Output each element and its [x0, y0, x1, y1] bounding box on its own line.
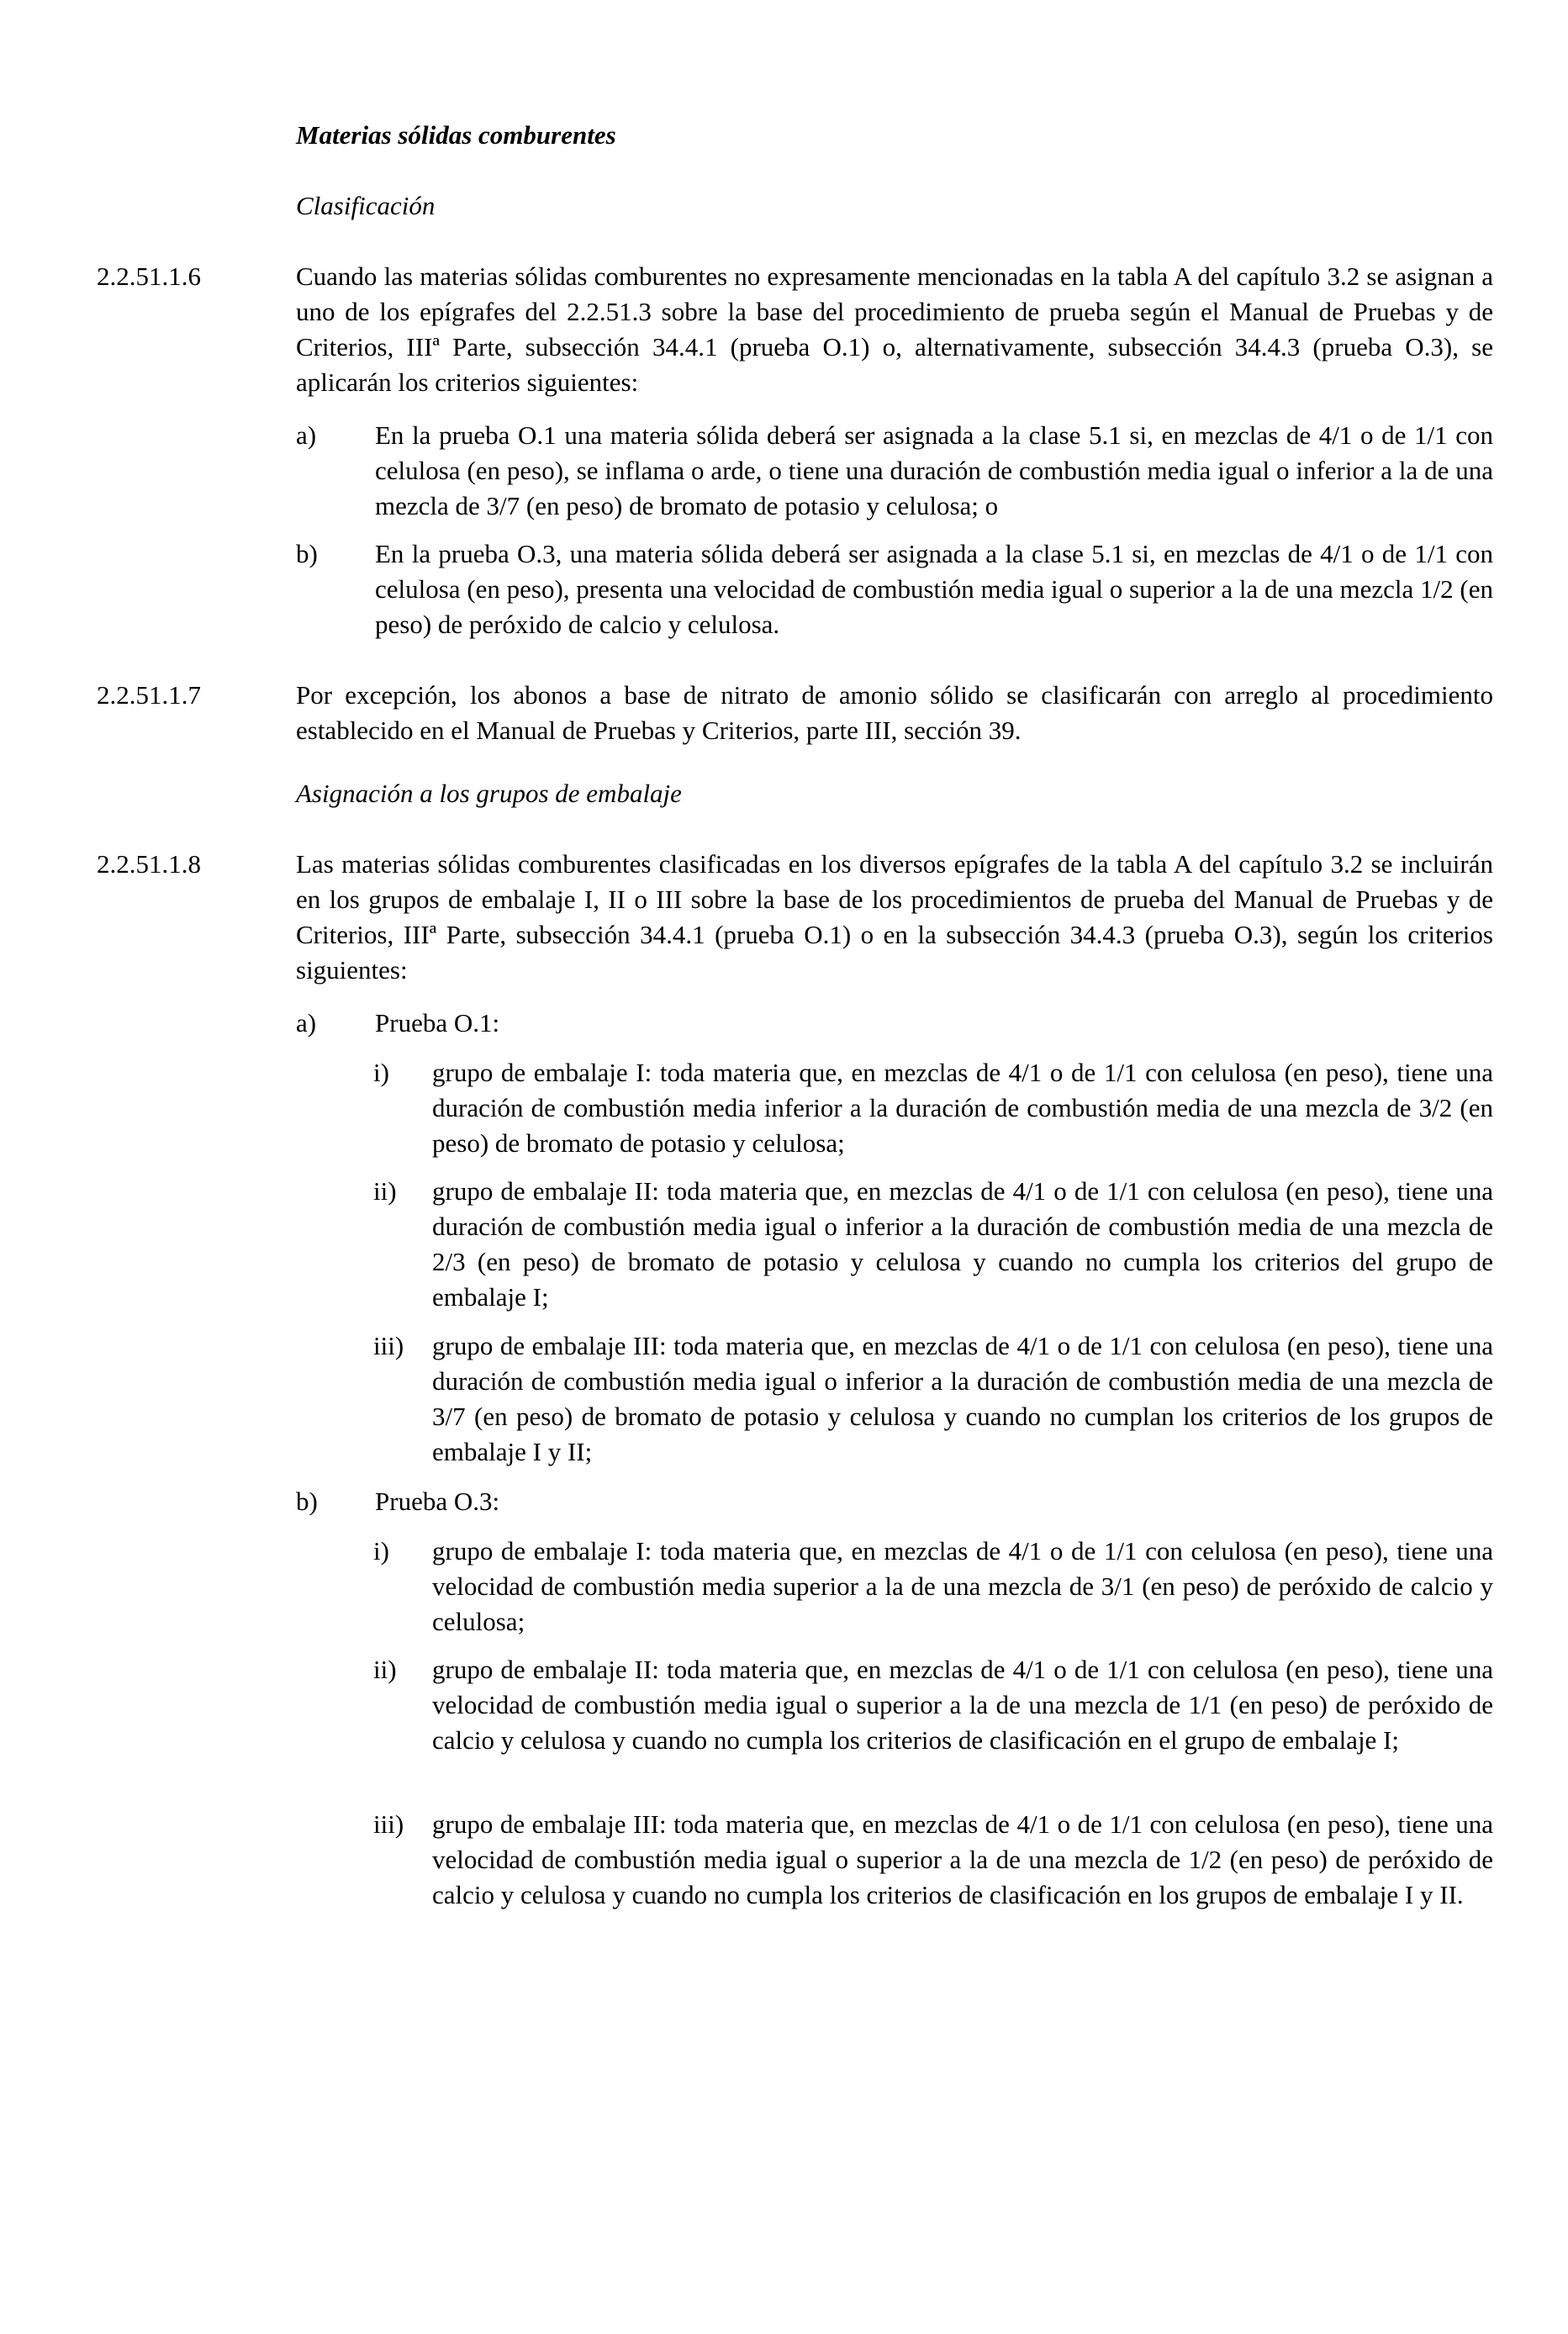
sub-item-label: i)	[373, 1058, 389, 1087]
paragraph-text: Cuando las materias sólidas comburentes no expresamente mencionadas en la tabla A del capítulo 3.2 se asignan a uno de los epígrafes del 2.2.51.3 sobre la base del procedimiento de prueba según el Manual de Pruebas y de Criterios, IIIª Parte, subsección 34.4.1 (prueba O.1) o, alternativamente, subsección 34.4.3 (prueba O.3), se aplicarán los criterios siguientes:	[296, 261, 1493, 397]
sub-item-text: grupo de embalaje II: toda materia que, en mezclas de 4/1 o de 1/1 con celulosa (en peso), tiene una velocidad de combustión media igual o superior a la de una mezcla de 1/1 (en peso) de peróxido de calcio y celulosa y cuando no cumpla los criterios de clasificación en el grupo de embalaje I;	[432, 1655, 1493, 1755]
sub-item-text: grupo de embalaje I: toda materia que, en mezclas de 4/1 o de 1/1 con celulosa (en peso), tiene una velocidad de combustión media superior a la de una mezcla de 3/1 (en peso) de peróxido de calcio y celulosa;	[432, 1536, 1493, 1636]
sub-item-text: grupo de embalaje III: toda materia que, en mezclas de 4/1 o de 1/1 con celulosa (en peso), tiene una velocidad de combustión media igual o superior a la de una mezcla de 1/2 (en peso) de peróxido de calcio y celulosa y cuando no cumpla los criterios de clasificación en los grupos de embalaje I y II.	[432, 1809, 1493, 1909]
list-item-label: b)	[296, 539, 318, 568]
subsection-heading-classification: Clasificación	[296, 191, 436, 220]
sub-item-text: grupo de embalaje II: toda materia que, en mezclas de 4/1 o de 1/1 con celulosa (en peso), tiene una duración de combustión media igual o inferior a la duración de combustión media de una mezcla de 2/3 (en peso) de bromato de potasio y celulosa y cuando no cumpla los criterios del grupo de embalaje I;	[432, 1176, 1493, 1312]
list-item-text: En la prueba O.1 una materia sólida deberá ser asignada a la clase 5.1 si, en mezclas de 4/1 o de 1/1 con celulosa (en peso), se inflama o arde, o tiene una duración de combustión media igual o inferior a la de una mezcla de 3/7 (en peso) de bromato de potasio y celulosa; o	[375, 420, 1493, 520]
section-heading: Materias sólidas comburentes	[296, 120, 616, 150]
paragraph-text: Por excepción, los abonos a base de nitrato de amonio sólido se clasificarán con arreglo al procedimiento establecido en el Manual de Pruebas y Criterios, parte III, sección 39.	[296, 680, 1493, 745]
sub-item-label: iii)	[373, 1331, 404, 1360]
sub-item-text: grupo de embalaje III: toda materia que, en mezclas de 4/1 o de 1/1 con celulosa (en peso), tiene una duración de combustión media igual o inferior a la duración de combustión media de una mezcla de 3/7 (en peso) de bromato de potasio y celulosa y cuando no cumplan los criterios de los grupos de embalaje I y II;	[432, 1331, 1493, 1466]
paragraph-number: 2.2.51.1.7	[97, 680, 201, 710]
paragraph-number: 2.2.51.1.8	[97, 849, 201, 879]
list-item-label: a)	[296, 1008, 317, 1038]
sub-item-label: ii)	[373, 1176, 397, 1206]
paragraph-number: 2.2.51.1.6	[97, 261, 201, 291]
sub-item-label: iii)	[373, 1809, 404, 1839]
paragraph-text: Las materias sólidas comburentes clasificadas en los diversos epígrafes de la tabla A del capítulo 3.2 se incluirán en los grupos de embalaje I, II o III sobre la base de los procedimientos de prueba del Manual de Pruebas y de Criterios, IIIª Parte, subsección 34.4.1 (prueba O.1) o en la subsección 34.4.3 (prueba O.3), según los criterios siguientes:	[296, 849, 1493, 985]
list-item-text: Prueba O.3:	[375, 1486, 500, 1516]
list-item-text: En la prueba O.3, una materia sólida deberá ser asignada a la clase 5.1 si, en mezclas de 4/1 o de 1/1 con celulosa (en peso), presenta una velocidad de combustión media igual o superior a la de una mezcla 1/2 (en peso) de peróxido de calcio y celulosa.	[375, 539, 1493, 639]
list-item-label: b)	[296, 1486, 318, 1516]
list-item-label: a)	[296, 420, 317, 450]
sub-item-label: ii)	[373, 1655, 397, 1684]
sub-item-text: grupo de embalaje I: toda materia que, en mezclas de 4/1 o de 1/1 con celulosa (en peso), tiene una duración de combustión media inferior a la duración de combustión media de una mezcla de 3/2 (en peso) de bromato de potasio y celulosa;	[432, 1058, 1493, 1158]
list-item-text: Prueba O.1:	[375, 1008, 500, 1038]
subsection-heading-packing: Asignación a los grupos de embalaje	[296, 779, 682, 808]
sub-item-label: i)	[373, 1536, 389, 1566]
